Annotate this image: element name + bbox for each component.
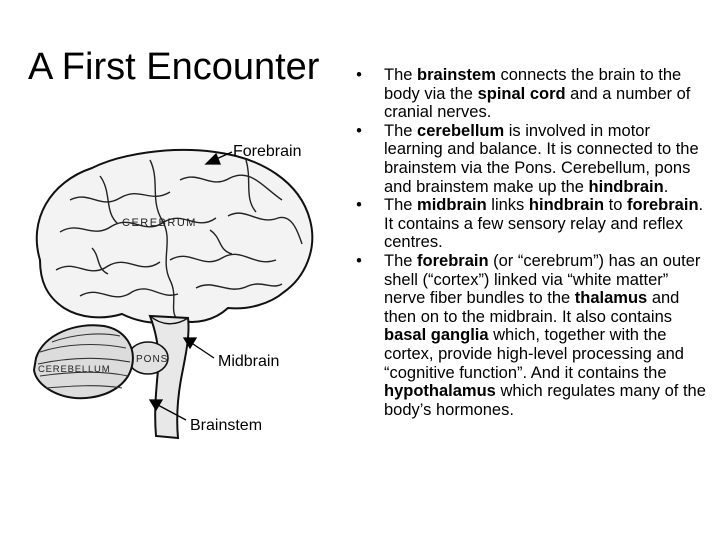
bullet-bold-term: forebrain bbox=[417, 251, 489, 270]
bullet-text: connects the brain to the body via the bbox=[384, 66, 682, 103]
cerebellum-text: CEREBELLUM bbox=[38, 364, 111, 375]
bullet-bold-term: hindbrain bbox=[588, 177, 664, 196]
bullet-text: The bbox=[384, 121, 418, 140]
bullet-bold-term: cerebellum bbox=[417, 121, 505, 140]
bullet-text: (or “cerebrum”) has an outer shell (“cortex”) linked via “white matter” nerve fiber bundles to the bbox=[384, 251, 701, 308]
cerebrum-text: CEREBRUM bbox=[122, 217, 197, 229]
bullet-bold-term: hypothalamus bbox=[384, 382, 496, 401]
bullet-text: is involved in motor learning and balance. It is connected to the brainstem via the Pons. Cerebellum, pons and brainstem make up the bbox=[384, 121, 699, 196]
forebrain-label: Forebrain bbox=[233, 143, 302, 160]
bullet-text: The bbox=[384, 196, 418, 215]
bullet-item bbox=[352, 66, 712, 122]
bullet-bold-term: hindbrain bbox=[528, 196, 605, 215]
bullet-item bbox=[352, 196, 712, 252]
bullet-text: and a number of cranial nerves. bbox=[384, 84, 691, 122]
bullet-text: . bbox=[663, 177, 669, 196]
bullet-text: which regulates many of the body’s hormones. bbox=[384, 382, 706, 419]
bullet-marker: • bbox=[356, 66, 362, 84]
bullet-text: The bbox=[384, 66, 418, 84]
midbrain-pointer bbox=[190, 342, 214, 358]
bullet-text: links bbox=[486, 196, 529, 215]
slide-title: A First Encounter bbox=[28, 46, 320, 88]
brainstem-label: Brainstem bbox=[190, 417, 263, 434]
bullet-marker: • bbox=[356, 251, 362, 270]
bullet-bold-term: thalamus bbox=[574, 289, 648, 308]
bullet-bold-term: spinal cord bbox=[477, 84, 566, 103]
cerebrum-shape bbox=[37, 150, 313, 323]
bullet-marker: • bbox=[356, 196, 362, 215]
bullet-bold-term: brainstem bbox=[417, 66, 496, 84]
bullet-text: to bbox=[604, 196, 628, 215]
bullet-bold-term: basal ganglia bbox=[384, 326, 489, 345]
brainstem-shape bbox=[150, 316, 189, 438]
bullet-item bbox=[352, 122, 712, 196]
bullet-text: . It contains a few sensory relay and reflex centres. bbox=[384, 196, 704, 252]
pons-text: PONS bbox=[136, 354, 169, 365]
bullet-marker: • bbox=[356, 121, 362, 140]
bullet-bold-term: forebrain bbox=[627, 196, 699, 215]
bullet-item bbox=[352, 252, 712, 419]
bullet-list bbox=[352, 66, 712, 419]
bullet-bold-term: midbrain bbox=[417, 196, 487, 215]
midbrain-label: Midbrain bbox=[218, 353, 280, 370]
bullet-text: and then on to the midbrain. It also contains bbox=[384, 289, 680, 326]
brain-diagram bbox=[0, 120, 350, 450]
brain-illustration bbox=[0, 120, 350, 450]
bullet-text: The bbox=[384, 251, 418, 270]
bullet-text: which, together with the cortex, provide high-level processing and “cognitive function”. And it contains the bbox=[384, 326, 684, 382]
